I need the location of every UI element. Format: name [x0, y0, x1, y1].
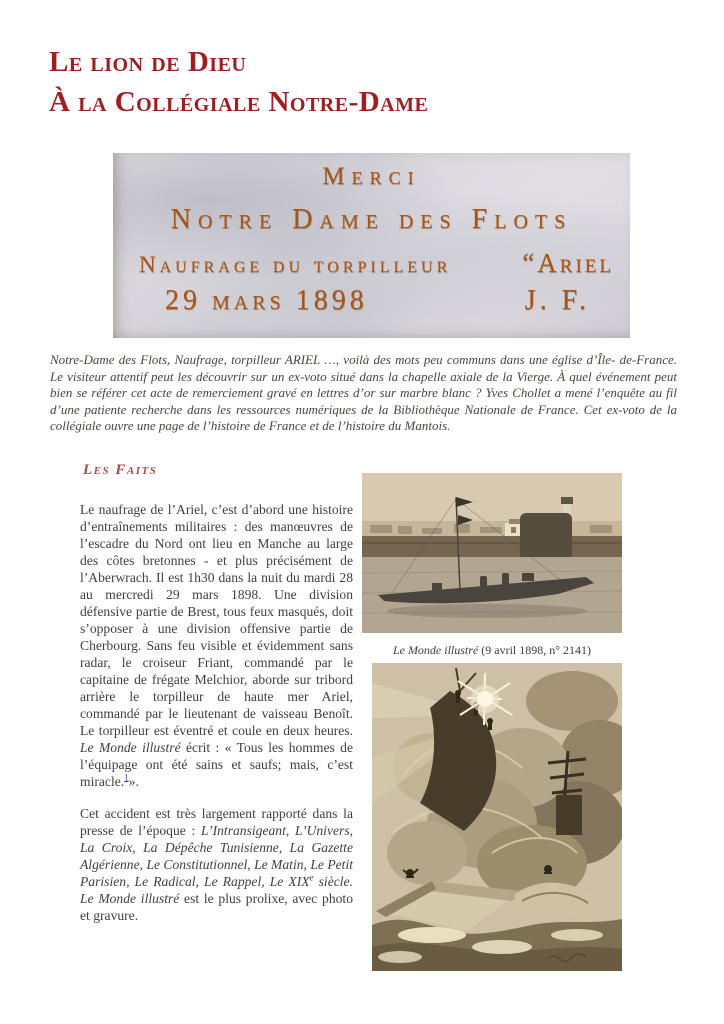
shipwreck-engraving-figure — [372, 663, 622, 971]
plaque-ariel-text: “Ariel — [522, 248, 614, 278]
plaque-date-text: 29 mars 1898 — [165, 285, 368, 316]
text-segment: ». — [128, 774, 139, 789]
torpedo-boat-photo-figure — [362, 473, 622, 658]
searchlight-core — [477, 691, 493, 707]
text-segment: e — [309, 872, 314, 883]
plaque-naufrage-text: Naufrage du torpilleur — [139, 252, 452, 277]
plaque-initials-text: J. F. — [524, 285, 590, 316]
intro-paragraph: Notre-Dame des Flots, Naufrage, torpilleur ARIEL …, voilà des mots peu communs dans une église d’Île- de-France. Le visiteur attentif peut les découvrir sur un ex-voto situé dans la chapelle axiale de la Vierge. À quel événement peut bien se référer cet acte de remerciement gravé en lettres d’or sur marbre blanc ? Yves Chollet a mené l’enquête au fil d’une patiente recherche dans les ressources numériques de la Bibliothèque Nationale de France. Cet ex-voto de la collégiale ouvre une page de l’histoire de France et de l’histoire du Mantois. — [50, 352, 677, 434]
plaque-line-date — [113, 285, 630, 317]
page-title — [49, 42, 428, 122]
text-segment: Cet accident est très largement rapporté dans la presse de l’époque : — [80, 806, 353, 838]
photo-caption — [362, 643, 622, 658]
plaque-line-naufrage — [113, 248, 630, 279]
photo-fort — [520, 513, 572, 560]
page-title-line2: À la Collégiale Notre-Dame — [49, 86, 429, 118]
photo-caption-details: (9 avril 1898, n° 2141) — [478, 643, 592, 657]
section-heading-les-faits: Les Faits — [83, 462, 158, 478]
text-segment: siècle. Le Monde illustré — [80, 874, 353, 906]
text-segment: Le naufrage de l’Ariel, c’est d’abord une histoire d’entraînements militaires : des manœuvres de l’escadre du Nord ont lieu en Manche au large des côtes bretonnes - et plus précisément de l’Aberwrach. Il est 1h30 dans la nuit du mardi 28 au mercredi 29 mars 1898. Une division défensive partie de Brest, tous feux masqués, doit s’opposer à une division offensive partie de Cherbourg. Sans feu visible et évidemment sans radar, le croiseur Friant, commandé par le capitaine de frégate Melchior, aborde sur tribord arrière le torpilleur de haute mer Ariel, commandé par le lieutenant de vaisseau Benoît. Le torpilleur est éventré et coule en deux heures. — [80, 502, 353, 738]
torpedo-boat-photo-illustration — [362, 473, 622, 633]
article-column — [80, 501, 353, 939]
text-segment: est le plus prolixe, avec photo et gravure. — [80, 891, 353, 923]
ex-voto-plaque-photo — [113, 153, 630, 338]
plaque-line-merci: Merci — [322, 163, 421, 190]
page-title-line1: Le lion de Dieu — [49, 46, 247, 78]
text-segment: Le Monde illustré — [80, 740, 181, 755]
text-segment: écrit : « Tous les hommes de l’équipage ont été sains et saufs; mais, c’est miracle. — [80, 740, 353, 789]
wreck-superstructure — [556, 795, 582, 835]
footnote-link[interactable]: 1 — [124, 772, 129, 783]
shipwreck-engraving-illustration — [372, 663, 622, 971]
plaque-line-notre-dame: Notre Dame des Flots — [170, 204, 573, 235]
article-paragraph-1 — [80, 501, 353, 790]
text-segment: L’Intransigeant, L’Univers, La Croix, La Dépêche Tunisienne, La Gazette Algérienne, Le Constitutionnel, Le Matin, Le Petit Parisien, Le Radical, Le Rappel, Le XIX — [80, 823, 354, 889]
article-paragraph-2 — [80, 805, 353, 924]
photo-jetty — [362, 536, 622, 558]
photo-caption-source: Le Monde illustré — [392, 643, 479, 657]
